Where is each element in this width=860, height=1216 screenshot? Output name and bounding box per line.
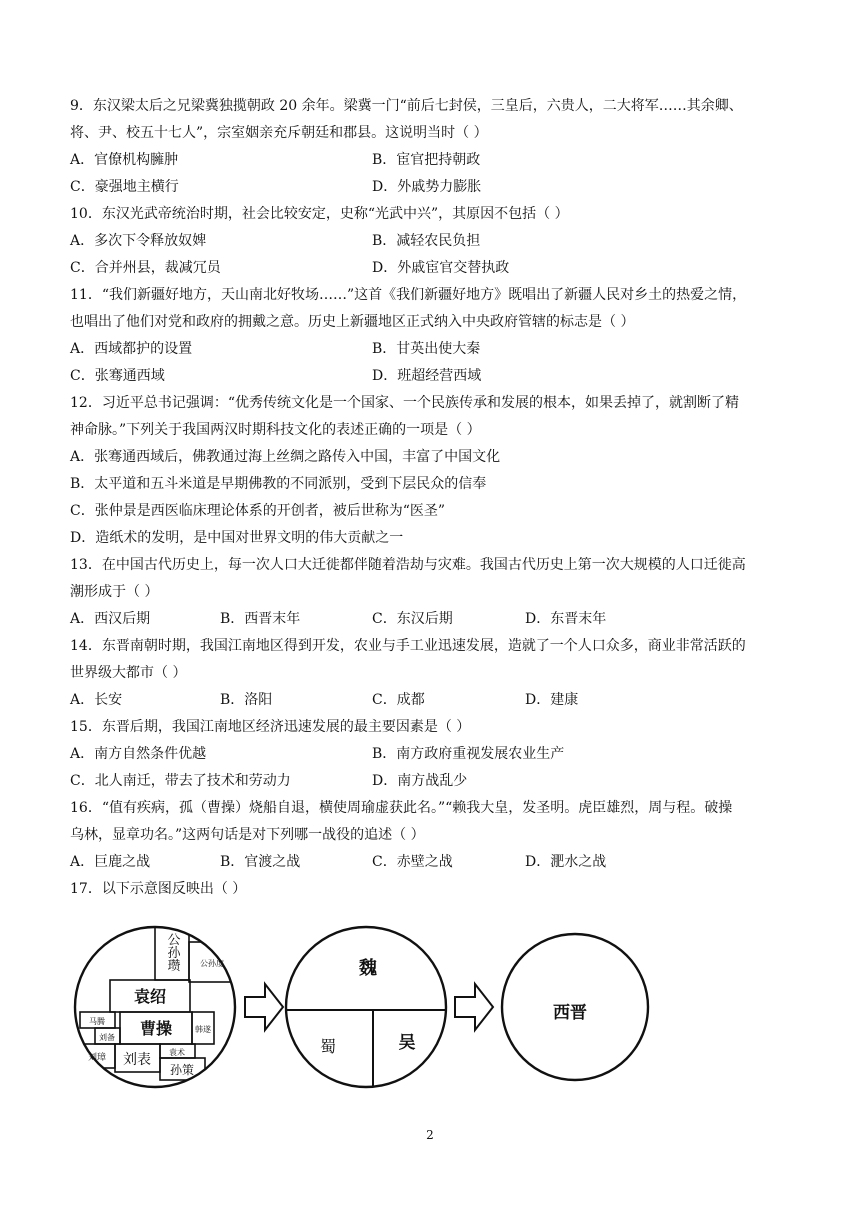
- q17-stem-1: 17．以下示意图反映出（ ）: [70, 881, 247, 897]
- q12-option-d[interactable]: D．造纸术的发明，是中国对世界文明的伟大贡献之一: [70, 530, 404, 546]
- question-page: [70, 93, 800, 903]
- three-kingdoms-diagram: [70, 912, 650, 1102]
- label-yuanshao: 袁绍: [133, 987, 167, 1006]
- q10-option-d[interactable]: D．外戚宦官交替执政: [372, 260, 510, 276]
- q13-options-row: [70, 606, 800, 633]
- q11-stem-1: 11．“我们新疆好地方，天山南北好牧场……”这首《我们新疆好地方》既唱出了新疆人民对乡土的热爱之情，: [70, 287, 747, 303]
- q9-option-c[interactable]: C．豪强地主横行: [70, 179, 179, 195]
- q15-option-a[interactable]: A．南方自然条件优越: [70, 746, 207, 762]
- q16-stem-1: 16．“值有疾病，孤（曹操）烧船自退，横使周瑜虚获此名。”“赖我大皇，发圣明。虎臣雄烈，周与程。破操: [70, 800, 733, 816]
- q11-options-row-2: [70, 363, 800, 390]
- q11-stem-2: 也唱出了他们对党和政府的拥戴之意。历史上新疆地区正式纳入中央政府管辖的标志是（ ）: [70, 314, 635, 330]
- q13-option-c[interactable]: C．东汉后期: [372, 611, 453, 627]
- q15-option-c[interactable]: C．北人南迁，带去了技术和劳动力: [70, 773, 291, 789]
- q9-option-a[interactable]: A．官僚机构臃肿: [70, 152, 179, 168]
- label-liubei: 刘备: [99, 1033, 115, 1042]
- q11-option-c[interactable]: C．张骞通西域: [70, 368, 165, 384]
- diagram-svg: [70, 912, 650, 1102]
- q16-option-a[interactable]: A．巨鹿之战: [70, 854, 151, 870]
- page-number: 2: [426, 1128, 434, 1142]
- q14-option-c[interactable]: C．成都: [372, 692, 425, 708]
- q11-option-b[interactable]: B．甘英出使大秦: [372, 341, 481, 357]
- q12-option-c[interactable]: C．张仲景是西医临床理论体系的开创者，被后世称为“医圣”: [70, 503, 446, 519]
- warlords-circle: [75, 922, 235, 1087]
- label-sunce: 孙策: [169, 1063, 195, 1077]
- q16-options-row: [70, 849, 800, 876]
- label-yuanshu: 袁术: [169, 1048, 185, 1057]
- q14-option-d[interactable]: D．建康: [525, 692, 579, 708]
- q12-stem-1: 12．习近平总书记强调：“优秀传统文化是一个国家、一个民族传承和发展的根本，如果丢掉了，就割断了精: [70, 395, 739, 411]
- label-liubiao: 刘表: [123, 1052, 151, 1068]
- q15-option-b[interactable]: B．南方政府重视发展农业生产: [372, 746, 565, 762]
- label-shu: 蜀: [319, 1037, 337, 1056]
- q11-options-row-1: [70, 336, 800, 363]
- label-mateng: 马腾: [89, 1017, 105, 1026]
- q9-stem-1: 9．东汉梁太后之兄梁冀独揽朝政 20 余年。梁冀一门“前后七封侯，三皇后，六贵人，二大将军……其余卿、: [70, 98, 743, 114]
- arrow-right-icon: [455, 984, 493, 1030]
- q15-options-row-2: [70, 768, 800, 795]
- label-liuzhang: 刘璋: [87, 1053, 107, 1063]
- label-gongsunzan: 公孙瓒: [164, 932, 180, 972]
- label-wu: 吴: [398, 1033, 416, 1053]
- q14-stem-2: 世界级大都市（ ）: [70, 665, 187, 681]
- q15-options-row-1: [70, 741, 800, 768]
- q13-stem-1: 13．在中国古代历史上，每一次人口大迁徙都伴随着浩劫与灾难。我国古代历史上第一次大规模的人口迁徙高: [70, 557, 746, 573]
- q14-option-a[interactable]: A．长安: [70, 692, 123, 708]
- q9-options-row-1: [70, 147, 800, 174]
- q9-options-row-2: [70, 174, 800, 201]
- q15-option-d[interactable]: D．南方战乱少: [372, 773, 468, 789]
- q9-option-d[interactable]: D．外戚势力膨胀: [372, 179, 482, 195]
- q16-option-b[interactable]: B．官渡之战: [220, 854, 301, 870]
- western-jin-circle: [502, 934, 648, 1080]
- label-gongsundu: 公孙度: [200, 959, 224, 968]
- q16-stem-2: 乌林，显章功名。”这两句话是对下列哪一战役的追述（ ）: [70, 827, 425, 843]
- label-caocao: 曹操: [139, 1019, 173, 1038]
- q11-option-a[interactable]: A．西域都护的设置: [70, 341, 193, 357]
- q14-stem-1: 14．东晋南朝时期，我国江南地区得到开发，农业与手工业迅速发展，造就了一个人口众多，商业非常活跃的: [70, 638, 746, 654]
- q10-options-row-2: [70, 255, 800, 282]
- q10-option-a[interactable]: A．多次下令释放奴婢: [70, 233, 207, 249]
- q13-option-b[interactable]: B．西晋末年: [220, 611, 301, 627]
- arrow-right-icon: [245, 984, 283, 1030]
- q9-option-b[interactable]: B．宦官把持朝政: [372, 152, 481, 168]
- q16-option-d[interactable]: D．淝水之战: [525, 854, 607, 870]
- label-western-jin: 西晋: [553, 1003, 587, 1023]
- label-wei: 魏: [359, 958, 377, 979]
- q12-option-b[interactable]: B．太平道和五斗米道是早期佛教的不同派别，受到下层民众的信奉: [70, 476, 487, 492]
- q13-option-d[interactable]: D．东晋末年: [525, 611, 607, 627]
- q10-stem-1: 10．东汉光武帝统治时期，社会比较安定，史称“光武中兴”，其原因不包括（ ）: [70, 206, 569, 222]
- label-hanshui: 韩遂: [195, 1025, 211, 1034]
- q13-stem-2: 潮形成于（ ）: [70, 584, 159, 600]
- q13-option-a[interactable]: A．西汉后期: [70, 611, 151, 627]
- q10-options-row-1: [70, 228, 800, 255]
- q12-stem-2: 神命脉。”下列关于我国两汉时期科技文化的表述正确的一项是（ ）: [70, 422, 481, 438]
- q14-options-row: [70, 687, 800, 714]
- q9-stem-2: 将、尹、校五十七人”，宗室姻亲充斥朝廷和郡县。这说明当时（ ）: [70, 125, 488, 141]
- q15-stem-1: 15．东晋后期，我国江南地区经济迅速发展的最主要因素是（ ）: [70, 719, 471, 735]
- q16-option-c[interactable]: C．赤壁之战: [372, 854, 453, 870]
- q12-option-a[interactable]: A．张骞通西域后，佛教通过海上丝绸之路传入中国，丰富了中国文化: [70, 449, 501, 465]
- q10-option-c[interactable]: C．合并州县，裁减冗员: [70, 260, 221, 276]
- q10-option-b[interactable]: B．减轻农民负担: [372, 233, 481, 249]
- q11-option-d[interactable]: D．班超经营西域: [372, 368, 482, 384]
- q14-option-b[interactable]: B．洛阳: [220, 692, 273, 708]
- three-kingdoms-circle: [286, 927, 446, 1087]
